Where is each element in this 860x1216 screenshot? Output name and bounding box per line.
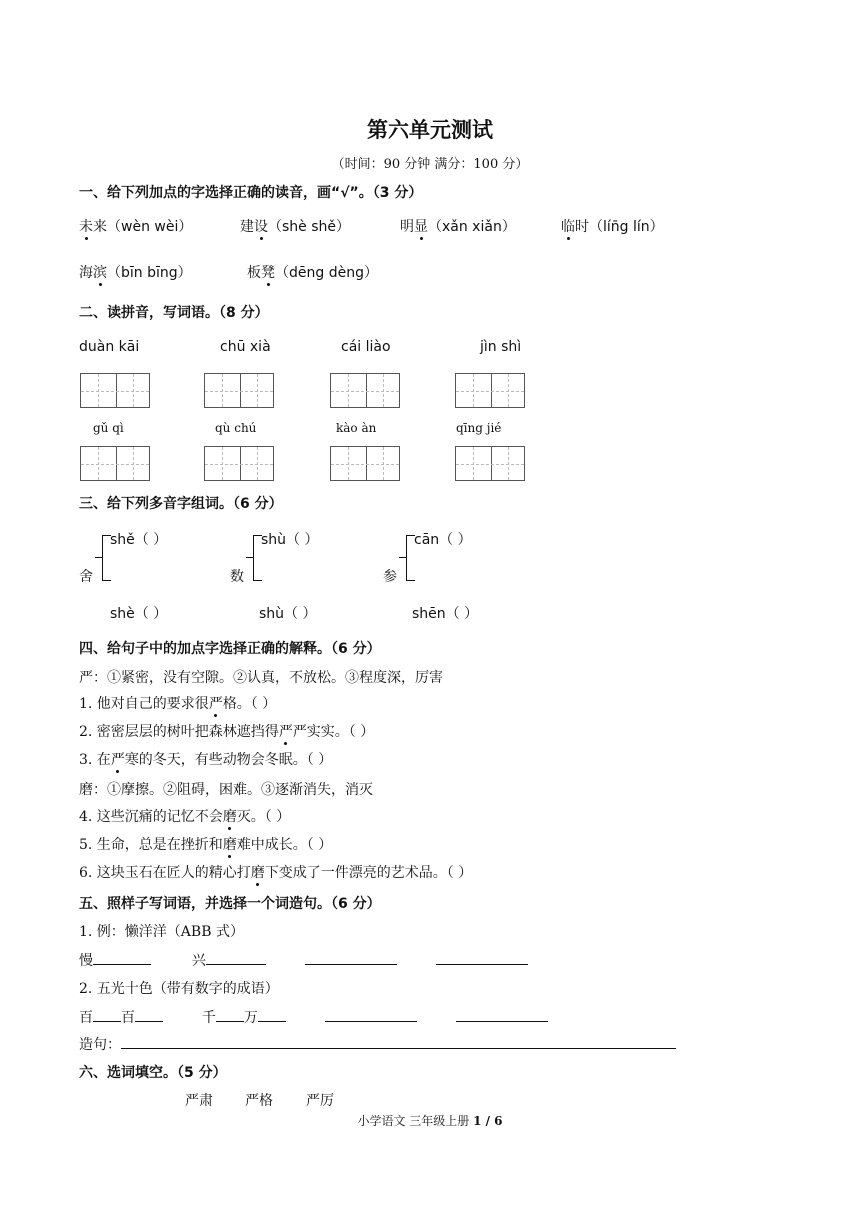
writing-grid[interactable] bbox=[80, 446, 150, 481]
s1-item-6: 板凳（dēng dèng） bbox=[247, 265, 378, 281]
s1-item-5: 海滨（bīn bīng） bbox=[79, 265, 192, 281]
pinyin-8: qīng jié bbox=[456, 421, 502, 435]
s1-item-4: 临时（lín̄g lín） bbox=[561, 219, 664, 235]
pinyin-2: chū xià bbox=[220, 339, 271, 355]
make-sentence-row: 造句： bbox=[79, 1034, 676, 1054]
sentence-blank[interactable] bbox=[121, 1034, 676, 1049]
writing-grid[interactable] bbox=[330, 446, 400, 481]
pinyin-7: kào àn bbox=[336, 421, 377, 435]
pinyin-5: gǔ qì bbox=[93, 421, 124, 435]
question-1: 1. 他对自己的要求很严格。（ ） bbox=[79, 696, 277, 712]
abb-row: 慢 兴 bbox=[79, 950, 528, 970]
s1-item-2: 建设（shè shě） bbox=[240, 219, 351, 235]
section-1-heading: 一、给下列加点的字选择正确的读音，画“√”。（3 分） bbox=[79, 185, 423, 201]
page-number: 1 / 6 bbox=[473, 1114, 503, 1128]
polyphone-3-bottom: shēn（ ） bbox=[412, 606, 479, 622]
question-4: 4. 这些沉痛的记忆不会磨灭。（ ） bbox=[79, 809, 291, 825]
answer-blank[interactable] bbox=[436, 950, 528, 965]
polyphone-2-top: shù（ ） bbox=[261, 532, 319, 548]
page-footer: 小学语文 三年级上册 1 / 6 bbox=[357, 1114, 503, 1128]
s1-item-3: 明显（xǎn xiǎn） bbox=[400, 219, 516, 235]
writing-grid[interactable] bbox=[455, 446, 525, 481]
page-subtitle: （时间：90 分钟 满分：100 分） bbox=[331, 157, 529, 172]
polyphone-char-2: 数 bbox=[230, 569, 244, 585]
example-2: 2. 五光十色（带有数字的成语） bbox=[79, 981, 279, 997]
section-4-heading: 四、给句子中的加点字选择正确的解释。（6 分） bbox=[79, 641, 381, 657]
word-option-2: 严格 bbox=[245, 1093, 273, 1109]
polyphone-3-top: cān（ ） bbox=[414, 532, 472, 548]
question-3: 3. 在严寒的冬天，有些动物会冬眠。（ ） bbox=[79, 752, 333, 768]
polyphone-2-bottom: shù（ ） bbox=[259, 606, 317, 622]
pinyin-4: jìn shì bbox=[480, 339, 522, 355]
polyphone-char-1: 舍 bbox=[79, 569, 93, 585]
polyphone-char-3: 参 bbox=[383, 569, 397, 585]
section-3-heading: 三、给下列多音字组词。（6 分） bbox=[79, 496, 283, 512]
section-5-heading: 五、照样子写词语，并选择一个词造句。（6 分） bbox=[79, 896, 381, 912]
writing-grid[interactable] bbox=[330, 373, 400, 408]
writing-grid[interactable] bbox=[204, 446, 274, 481]
writing-grid[interactable] bbox=[455, 373, 525, 408]
definition-mo: 磨：①摩擦。②阻碍，困难。③逐渐消失，消灭 bbox=[79, 782, 373, 798]
polyphone-1-top: shě（ ） bbox=[110, 532, 168, 548]
page-title: 第六单元测试 bbox=[367, 118, 493, 142]
answer-blank[interactable] bbox=[456, 1007, 548, 1022]
example-1: 1. 例：懒洋洋（ABB 式） bbox=[79, 924, 244, 940]
word-option-3: 严厉 bbox=[306, 1093, 334, 1109]
pinyin-6: qù chú bbox=[215, 421, 257, 435]
question-6: 6. 这块玉石在匠人的精心打磨下变成了一件漂亮的艺术品。（ ） bbox=[79, 865, 473, 881]
question-5: 5. 生命，总是在挫折和磨难中成长。（ ） bbox=[79, 837, 333, 853]
s1-item-1: 未来（wèn wèi） bbox=[79, 219, 193, 235]
pinyin-3: cái liào bbox=[341, 339, 391, 355]
writing-grid[interactable] bbox=[80, 373, 150, 408]
definition-yan: 严：①紧密，没有空隙。②认真，不放松。③程度深，厉害 bbox=[79, 670, 443, 686]
polyphone-1-bottom: shè（ ） bbox=[110, 606, 168, 622]
section-2-heading: 二、读拼音，写词语。（8 分） bbox=[79, 305, 269, 321]
section-6-heading: 六、选词填空。（5 分） bbox=[79, 1065, 227, 1081]
answer-blank[interactable] bbox=[305, 950, 397, 965]
word-option-1: 严肃 bbox=[185, 1093, 213, 1109]
question-2: 2. 密密层层的树叶把森林遮挡得严严实实。（ ） bbox=[79, 724, 375, 740]
answer-blank[interactable] bbox=[325, 1007, 417, 1022]
idiom-row: 百 百 千 万 bbox=[79, 1007, 548, 1027]
pinyin-1: duàn kāi bbox=[79, 339, 140, 355]
writing-grid[interactable] bbox=[204, 373, 274, 408]
